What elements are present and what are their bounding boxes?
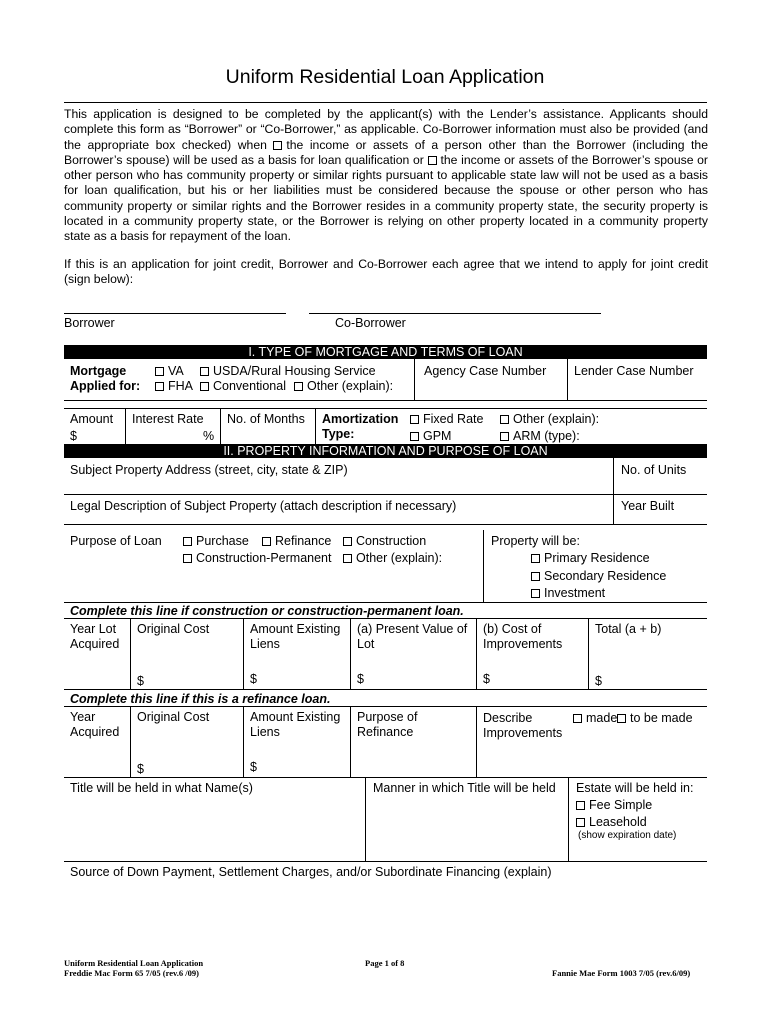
joint-credit-paragraph: If this is an application for joint credit, Borrower and Co-Borrower each agree that we intend to apply for joint credit (sign below): — [64, 257, 708, 287]
refi-original-cost-label: Original Cost — [137, 710, 210, 724]
amortization-label: Amortization — [322, 412, 399, 426]
mortgage-label: Mortgage — [70, 364, 127, 378]
describe-improvements-label: Improvements — [483, 726, 563, 740]
section-1-header: I. TYPE OF MORTGAGE AND TERMS OF LOAN — [64, 345, 707, 359]
footer-freddie-mac: Freddie Mac Form 65 7/05 (rev.6 /09) — [64, 968, 199, 978]
purpose-of-loan-label: Purpose of Loan — [70, 534, 162, 548]
refinance-line-heading: Complete this line if this is a refinance loan. — [70, 692, 331, 706]
va-option[interactable]: VA — [155, 364, 184, 378]
show-expiration-date-label: (show expiration date) — [578, 830, 677, 841]
form-title: Uniform Residential Loan Application — [225, 66, 545, 88]
describe-label: Describe — [483, 711, 533, 725]
purpose-of-refinance-label: Purpose of — [357, 710, 418, 724]
gpm-option[interactable]: GPM — [410, 429, 451, 443]
improvements-label: Improvements — [483, 637, 563, 651]
property-will-be-label: Property will be: — [491, 534, 580, 548]
usda-option[interactable]: USDA/Rural Housing Service — [200, 364, 376, 378]
footer-page-number: Page 1 of 8 — [365, 958, 405, 968]
borrower-signature-line[interactable] — [64, 313, 286, 314]
refi-original-cost-field[interactable]: $ — [137, 762, 144, 776]
fha-option[interactable]: FHA — [155, 379, 193, 393]
present-value-label: (a) Present Value of — [357, 622, 468, 636]
total-label: Total (a + b) — [595, 622, 662, 636]
to-be-made-option[interactable]: to be made — [617, 711, 693, 725]
original-cost-label: Original Cost — [137, 622, 210, 636]
amortization-type-label: Type: — [322, 427, 355, 441]
cost-of-improvements-label: (b) Cost of — [483, 622, 542, 636]
leasehold-option[interactable]: Leasehold — [576, 815, 647, 829]
cost-of-improvements-field[interactable]: $ — [483, 672, 490, 686]
lender-case-number-field[interactable]: Lender Case Number — [574, 364, 694, 378]
amount-existing-liens-label: Amount Existing — [250, 622, 341, 636]
title-rule — [64, 102, 707, 103]
lot-original-cost-field[interactable]: $ — [137, 674, 144, 688]
title-names-field[interactable]: Title will be held in what Name(s) — [70, 781, 253, 795]
refi-existing-liens-field[interactable]: $ — [250, 760, 257, 774]
subject-property-address-field[interactable]: Subject Property Address (street, city, state & ZIP) — [70, 463, 348, 477]
source-of-down-payment-field[interactable]: Source of Down Payment, Settlement Charges, and/or Subordinate Financing (explain) — [70, 865, 552, 879]
agency-case-number-field[interactable]: Agency Case Number — [424, 364, 547, 378]
section-2-header: II. PROPERTY INFORMATION AND PURPOSE OF LOAN — [64, 444, 707, 458]
fee-simple-option[interactable]: Fee Simple — [576, 798, 652, 812]
primary-residence-option[interactable]: Primary Residence — [531, 551, 650, 565]
applied-for-label: Applied for: — [70, 379, 141, 393]
refi-amount-existing-label: Amount Existing — [250, 710, 341, 724]
year-built-field[interactable]: Year Built — [621, 499, 675, 513]
other-mortgage-option[interactable]: Other (explain): — [294, 379, 393, 393]
coborrower-signature-line[interactable] — [309, 313, 601, 314]
construction-line-heading: Complete this line if construction or construction-permanent loan. — [70, 604, 464, 618]
liens-label: Liens — [250, 637, 280, 651]
made-option[interactable]: made — [573, 711, 617, 725]
amount-label: Amount — [70, 412, 114, 426]
fixed-rate-option[interactable]: Fixed Rate — [410, 412, 483, 426]
footer-fannie-mae: Fannie Mae Form 1003 7/05 (rev.6/09) — [552, 968, 691, 978]
arm-option[interactable]: ARM (type): — [500, 429, 580, 443]
acquired-label: Acquired — [70, 637, 120, 651]
coborrower-label: Co-Borrower — [335, 316, 406, 330]
construction-option[interactable]: Construction — [343, 534, 426, 548]
present-value-field[interactable]: $ — [357, 672, 364, 686]
other-amortization-option[interactable]: Other (explain): — [500, 412, 599, 426]
footer-form-name: Uniform Residential Loan Application — [64, 958, 204, 968]
spouse-income-checkbox[interactable] — [428, 156, 437, 165]
intro-paragraph: This application is designed to be completed by the applicant(s) with the Lender’s assistance. Applicants should complete this form as “Borrower” or “Co-Borrower,” as applicable. Co-Borrower information must also be provided (and the appropriate box checked) when the income or assets of a person other than the Borrower (including the Borrower’s spouse) will be used as a basis for loan qualification or the income or assets of the Borrower’s spouse or other person who has community property or similar rights pursuant to applicable state law will not be used as a basis for loan qualification, but his or her liabilities must be considered because the spouse or other person who has community property or similar rights and the Borrower resides in a community property state, the security property is located in a community property state, or the Borrower is relying on other property located in a community property state as a basis for repayment of the loan. — [64, 107, 708, 244]
number-of-units-field[interactable]: No. of Units — [621, 463, 687, 477]
estate-held-label: Estate will be held in: — [576, 781, 694, 795]
amount-field[interactable]: $ — [70, 429, 77, 443]
lot-label: Lot — [357, 637, 375, 651]
interest-rate-field[interactable]: % — [203, 429, 215, 443]
secondary-residence-option[interactable]: Secondary Residence — [531, 569, 666, 583]
refi-liens-label: Liens — [250, 725, 280, 739]
construction-permanent-option[interactable]: Construction-Permanent — [183, 551, 331, 565]
coborrower-income-checkbox[interactable] — [273, 141, 282, 150]
refinance-option[interactable]: Refinance — [262, 534, 331, 548]
manner-title-held-field[interactable]: Manner in which Title will be held — [373, 781, 556, 795]
purchase-option[interactable]: Purchase — [183, 534, 249, 548]
lot-existing-liens-field[interactable]: $ — [250, 672, 257, 686]
interest-rate-label: Interest Rate — [132, 412, 204, 426]
year-label: Year — [70, 710, 96, 724]
year-lot-label: Year Lot — [70, 622, 117, 636]
legal-description-field[interactable]: Legal Description of Subject Property (attach description if necessary) — [70, 499, 457, 513]
other-purpose-option[interactable]: Other (explain): — [343, 551, 442, 565]
refinance-word-label: Refinance — [357, 725, 414, 739]
number-of-months-field[interactable]: No. of Months — [227, 412, 305, 426]
total-field[interactable]: $ — [595, 674, 602, 688]
conventional-option[interactable]: Conventional — [200, 379, 286, 393]
investment-option[interactable]: Investment — [531, 586, 605, 600]
refi-acquired-label: Acquired — [70, 725, 120, 739]
borrower-label: Borrower — [64, 316, 115, 330]
